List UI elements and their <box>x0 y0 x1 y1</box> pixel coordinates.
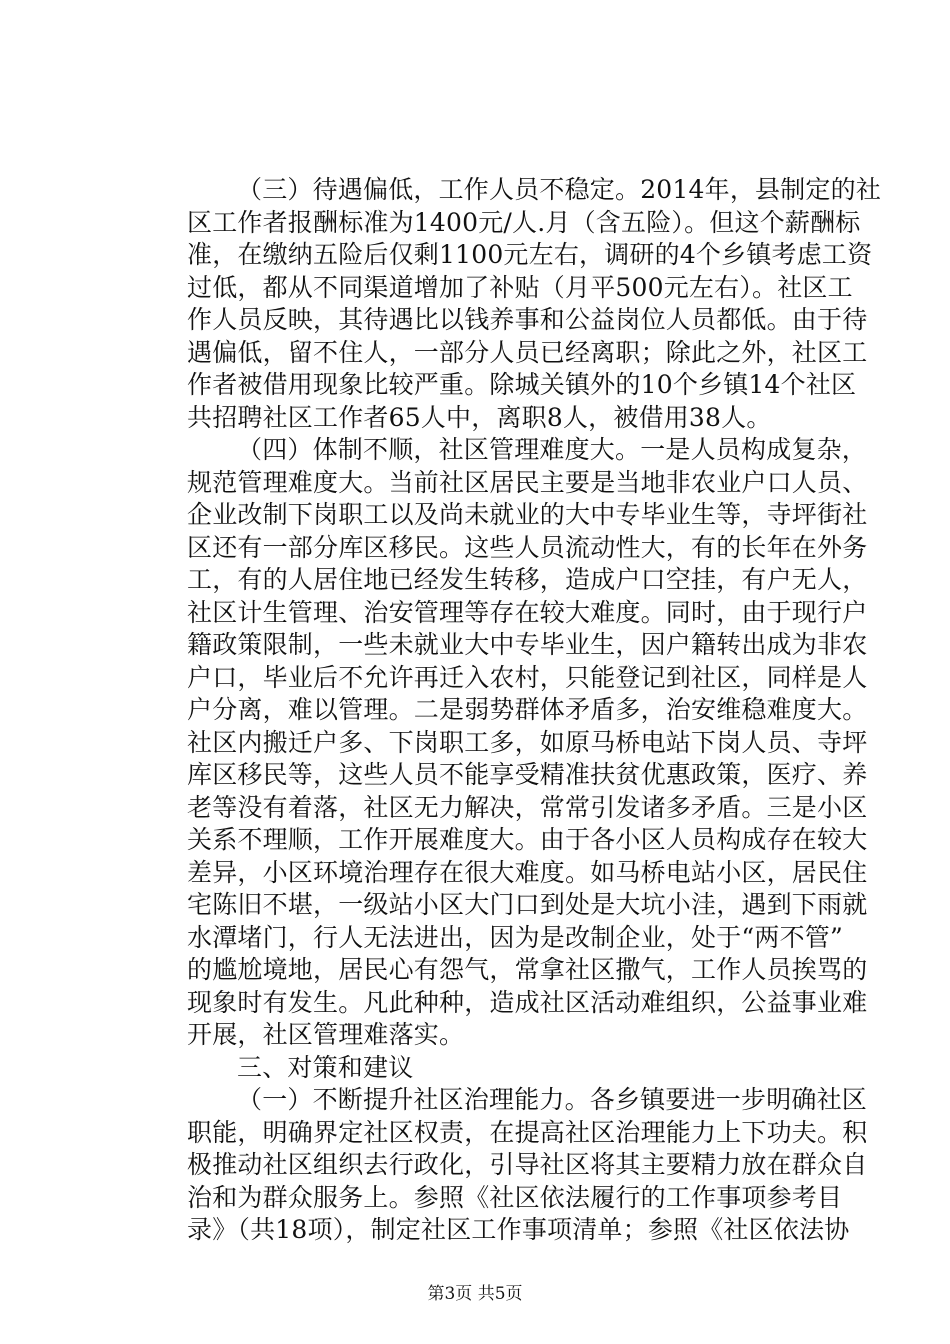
paragraph-5-line-5: 录》（共18项），制定社区工作事项清单；参照《社区依法协 <box>187 1215 850 1244</box>
paragraph-4-line-18: 现象时有发生。凡此种种，造成社区活动难组织，公益事业难 <box>187 987 868 1017</box>
paragraph-4-line-11: 库区移民等，这些人员不能享受精准扶贫优惠政策，医疗、养 <box>187 760 868 789</box>
paragraph-4-line-5: 工，有的人居住地已经发生转移，造成户口空挂，有户无人， <box>187 565 868 594</box>
paragraph-4-line-12: 老等没有着落，社区无力解决，常常引发诸多矛盾。三是小区 <box>187 792 868 822</box>
page-footer <box>0 1283 950 1305</box>
paragraph-5-line-3: 极推动社区组织去行政化，引导社区将其主要精力放在群众自 <box>187 1150 868 1179</box>
paragraph-3-line-8: 共招聘社区工作者65人中，离职8人，被借用38人。 <box>187 402 772 432</box>
paragraph-4-line-4: 区还有一部分库区移民。这些人员流动性大，有的长年在外务 <box>187 532 868 562</box>
paragraph-3-line-7: 作者被借用现象比较严重。除城关镇外的10个乡镇14个社区 <box>187 370 857 399</box>
paragraph-4-line-14: 差异，小区环境治理存在很大难度。如马桥电站小区，居民住 <box>187 857 868 887</box>
paragraph-4-line-15: 宅陈旧不堪，一级站小区大门口到处是大坑小洼，遇到下雨就 <box>187 890 868 919</box>
paragraph-3-line-6: 遇偏低，留不住人，一部分人员已经离职；除此之外，社区工 <box>187 337 868 367</box>
paragraph-4-line-7: 籍政策限制，一些未就业大中专毕业生，因户籍转出成为非农 <box>187 630 868 659</box>
paragraph-3-line-3: 准，在缴纳五险后仅剩1100元左右，调研的4个乡镇考虑工资 <box>187 240 873 269</box>
paragraph-3-line-2: 区工作者报酬标准为1400元/人.月（含五险）。但这个薪酬标 <box>187 207 861 237</box>
paragraph-3-line-4: 过低，都从不同渠道增加了补贴（月平500元左右）。社区工 <box>187 272 853 302</box>
paragraph-4-line-2: 规范管理难度大。当前社区居民主要是当地非农业户口人员、 <box>187 467 868 497</box>
paragraph-4-line-13: 关系不理顺，工作开展难度大。由于各小区人员构成存在较大 <box>187 825 868 854</box>
paragraph-4-line-10: 社区内搬迁户多、下岗职工多，如原马桥电站下岗人员、寺坪 <box>187 727 868 757</box>
paragraph-3-line-5: 作人员反映，其待遇比以钱养事和公益岗位人员都低。由于待 <box>187 305 868 334</box>
paragraph-4-line-16: 水潭堵门，行人无法进出，因为是改制企业，处于“两不管” <box>187 922 843 952</box>
paragraph-4-line-8: 户口，毕业后不允许再迁入农村，只能登记到社区，同样是人 <box>187 662 868 692</box>
paragraph-4-line-6: 社区计生管理、治安管理等存在较大难度。同时，由于现行户 <box>187 597 868 627</box>
document-body <box>187 174 882 1247</box>
paragraph-4-line-19: 开展，社区管理难落实。 <box>187 1020 465 1049</box>
section-heading: 三、对策和建议 <box>237 1052 414 1082</box>
paragraph-5-line-4: 治和为群众服务上。参照《社区依法履行的工作事项参考目 <box>187 1182 843 1212</box>
paragraph-4-line-3: 企业改制下岗职工以及尚未就业的大中专毕业生等，寺坪街社 <box>187 500 868 529</box>
paragraph-4-line-9: 户分离，难以管理。二是弱势群体矛盾多，治安维稳难度大。 <box>187 695 868 724</box>
paragraph-4-line-1: （四）体制不顺，社区管理难度大。一是人员构成复杂， <box>237 435 868 464</box>
paragraph-3-line-1: （三）待遇偏低，工作人员不稳定。2014年，县制定的社 <box>237 175 882 204</box>
paragraph-5-line-2: 职能，明确界定社区权责，在提高社区治理能力上下功夫。积 <box>187 1117 868 1147</box>
paragraph-4-line-17: 的尴尬境地，居民心有怨气，常拿社区撒气，工作人员挨骂的 <box>187 955 868 984</box>
paragraph-5-line-1: （一）不断提升社区治理能力。各乡镇要进一步明确社区 <box>237 1085 868 1114</box>
page-number-label: 第3页 共5页 <box>427 1284 523 1304</box>
